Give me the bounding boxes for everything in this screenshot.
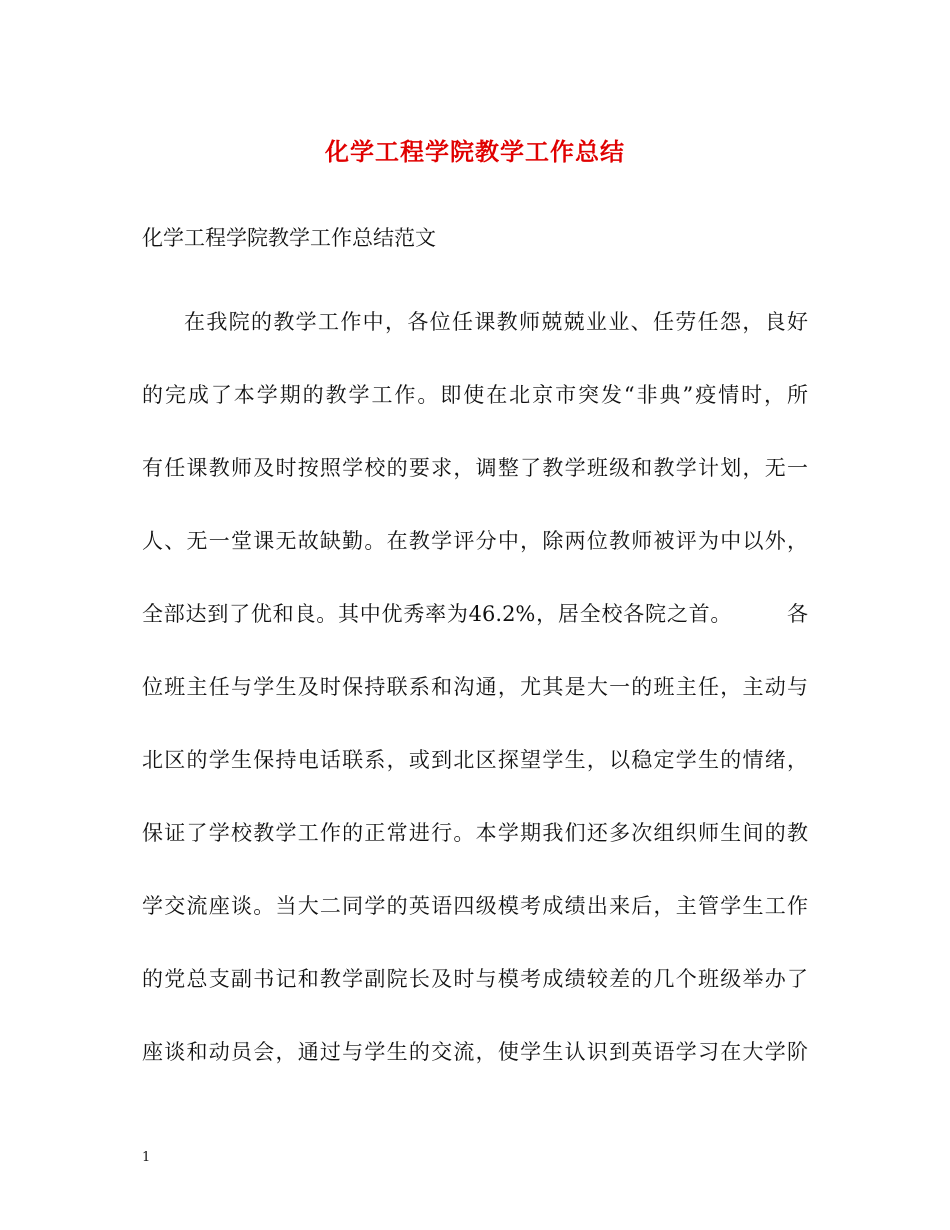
paragraph-line: 学交流座谈。当大二同学的英语四级模考成绩出来后，主管学生工作 bbox=[142, 894, 808, 918]
page-number: 1 bbox=[142, 1150, 151, 1165]
paragraph-line: 全部达到了优和良。其中优秀率为46.2%，居全校各院之首。 各 bbox=[142, 602, 808, 626]
document-subtitle: 化学工程学院教学工作总结范文 bbox=[142, 226, 436, 250]
paragraph-line: 位班主任与学生及时保持联系和沟通，尤其是大一的班主任，主动与 bbox=[142, 675, 808, 699]
paragraph-line: 的完成了本学期的教学工作。即使在北京市突发“非典”疫情时，所 bbox=[142, 383, 808, 407]
paragraph-line: 人、无一堂课无故缺勤。在教学评分中，除两位教师被评为中以外， bbox=[142, 529, 808, 553]
document-title: 化学工程学院教学工作总结 bbox=[325, 137, 625, 166]
paragraph-line: 座谈和动员会，通过与学生的交流，使学生认识到英语学习在大学阶 bbox=[142, 1040, 808, 1064]
paragraph-line: 保证了学校教学工作的正常进行。本学期我们还多次组织师生间的教 bbox=[142, 821, 808, 845]
paragraph-line: 有任课教师及时按照学校的要求，调整了教学班级和教学计划，无一 bbox=[142, 456, 808, 480]
paragraph-line: 的党总支副书记和教学副院长及时与模考成绩较差的几个班级举办了 bbox=[142, 967, 808, 991]
paragraph-line: 北区的学生保持电话联系，或到北区探望学生，以稳定学生的情绪， bbox=[142, 748, 808, 772]
paragraph-line: 在我院的教学工作中，各位任课教师兢兢业业、任劳任怨，良好 bbox=[184, 310, 808, 334]
